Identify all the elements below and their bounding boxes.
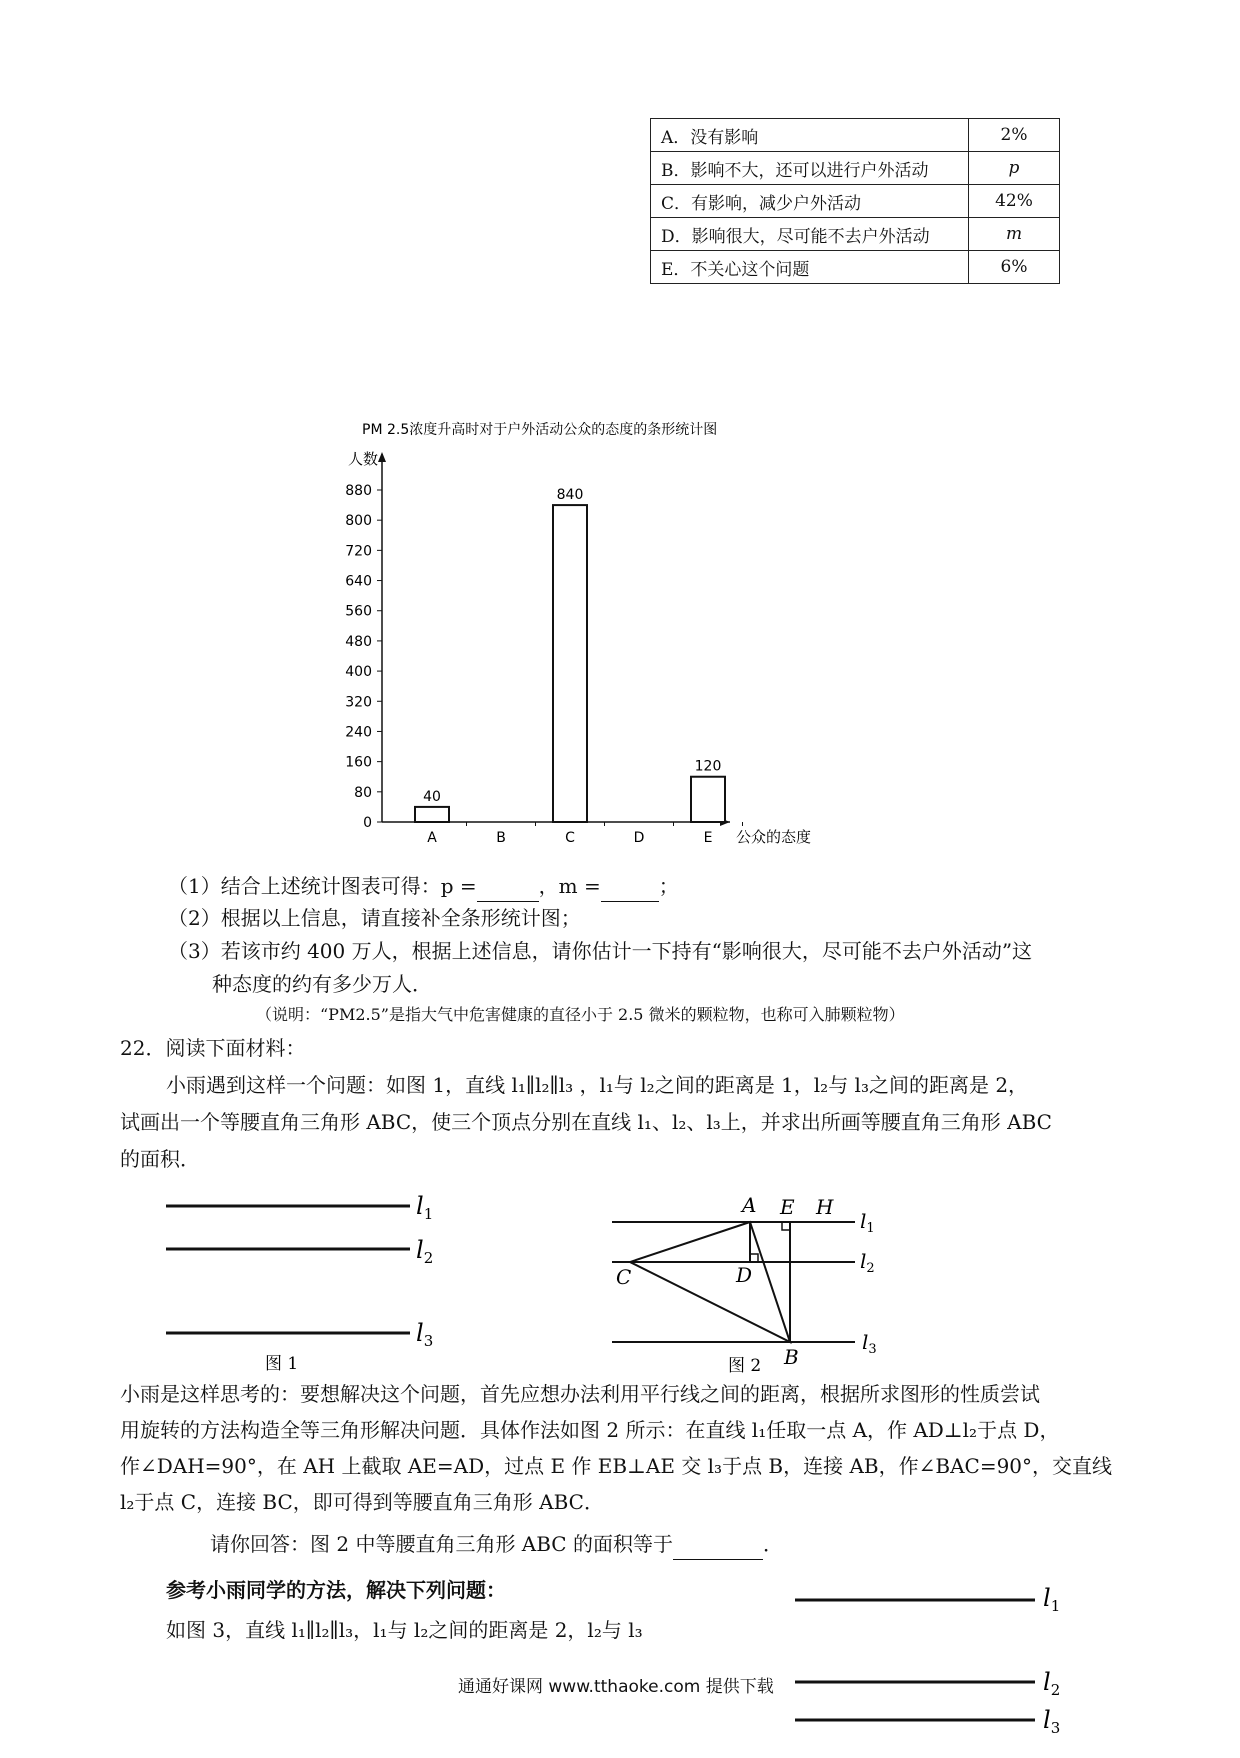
y-tick-label: 880 xyxy=(345,483,372,499)
figure-3-svg xyxy=(795,1570,1085,1754)
x-tick-label: B xyxy=(496,830,506,846)
table-cell-label: A．没有影响 xyxy=(651,119,969,152)
table-cell-label: C．有影响，减少户外活动 xyxy=(651,185,969,218)
fig2-label-l1: $l_1$ xyxy=(860,1209,875,1236)
problem-22-p2-line3: 作∠DAH=90°，在 AH 上截取 AE=AD，过点 E 作 EB⊥AE 交 l₃于点 B，连接 AB，作∠BAC=90°，交直线 xyxy=(120,1454,1113,1478)
table-row xyxy=(651,119,1060,152)
fig2-right-angle-d xyxy=(750,1254,758,1262)
question-3-line2: 种态度的约有多少万人． xyxy=(212,972,432,996)
table-cell-value: 42% xyxy=(969,185,1060,218)
table-cell-label: D．影响很大，尽可能不去户外活动 xyxy=(651,218,969,251)
y-tick-label: 480 xyxy=(345,633,372,650)
table-cell-value: p xyxy=(969,152,1060,185)
method-heading: 参考小雨同学的方法，解决下列问题： xyxy=(166,1578,506,1602)
chart-title: PM 2.5浓度升高时对于户外活动公众的态度的条形统计图 xyxy=(362,422,718,438)
y-tick-label: 560 xyxy=(345,603,372,620)
fig2-point-b: B xyxy=(784,1345,799,1369)
survey-table xyxy=(650,118,1060,284)
problem-22-heading: 22．阅读下面材料： xyxy=(120,1036,306,1060)
table-row xyxy=(651,251,1060,284)
y-tick-label: 80 xyxy=(354,784,372,801)
fig3-label-l2: $l_2$ xyxy=(1043,1668,1061,1699)
y-tick-label: 720 xyxy=(345,543,372,560)
figure-2 xyxy=(600,1186,900,1380)
answer-prompt xyxy=(210,1528,783,1560)
x-tick-label: E xyxy=(703,830,713,846)
bar xyxy=(415,807,449,822)
bar-data-label: 840 xyxy=(556,487,584,504)
q1-text-a: （1）结合上述统计图表可得：p = xyxy=(168,874,477,898)
figure-2-svg xyxy=(600,1186,900,1376)
y-tick-label: 240 xyxy=(345,724,372,741)
question-1 xyxy=(168,870,679,902)
answer-prompt-end: ． xyxy=(762,1532,783,1556)
table-cell-label: E．不关心这个问题 xyxy=(651,251,969,284)
y-axis-arrow xyxy=(378,452,386,462)
q1-text-b: ，m = xyxy=(538,874,601,898)
fig1-label-l2: $l_2$ xyxy=(416,1236,434,1267)
answer-prompt-text: 请你回答：图 2 中等腰直角三角形 ABC 的面积等于 xyxy=(210,1532,673,1556)
table-row xyxy=(651,218,1060,251)
problem-22-p1-line3: 的面积． xyxy=(120,1147,200,1171)
fig2-point-e: E xyxy=(780,1195,795,1219)
bar-data-label: 40 xyxy=(423,788,441,805)
x-tick-label: C xyxy=(565,830,575,846)
y-tick-label: 800 xyxy=(345,513,372,530)
problem-22-p1-line1: 小雨遇到这样一个问题：如图 1，直线 l₁∥l₂∥l₃ ，l₁与 l₂之间的距离是 1，l₂与 l₃之间的距离是 2， xyxy=(166,1073,1029,1097)
table-cell-label: B．影响不大，还可以进行户外活动 xyxy=(651,152,969,185)
bar xyxy=(691,777,725,822)
x-axis-label: 公众的态度 xyxy=(736,828,812,846)
y-tick-label: 400 xyxy=(345,664,372,681)
pm25-note: （说明：“PM2.5”是指大气中危害健康的直径小于 2.5 微米的颗粒物，也称可入肺颗粒物） xyxy=(256,1005,905,1024)
y-tick-label: 160 xyxy=(345,754,372,771)
y-tick-label: 0 xyxy=(363,815,372,831)
footer-credit: 通通好课网 www.tthaoke.com 提供下载 xyxy=(458,1677,774,1697)
figure-3 xyxy=(795,1570,1085,1758)
q1-text-c: ； xyxy=(658,874,679,898)
problem-22-p2-line2: 用旋转的方法构造全等三角形解决问题．具体作法如图 2 所示：在直线 l₁任取一点 A，作 AD⊥l₂于点 D， xyxy=(120,1418,1060,1442)
problem-22-p2-line1: 小雨是这样思考的：要想解决这个问题，首先应想办法利用平行线之间的距离，根据所求图形的性质尝试 xyxy=(120,1382,1040,1406)
y-axis-label: 人数 xyxy=(348,450,379,468)
table-cell-value: 6% xyxy=(969,251,1060,284)
y-tick-label: 320 xyxy=(345,694,372,711)
question-2: （2）根据以上信息，请直接补全条形统计图； xyxy=(168,906,581,930)
fig2-caption: 图 2 xyxy=(728,1356,762,1376)
fig2-label-l3: $l_3$ xyxy=(862,1330,877,1357)
fig3-label-l3: $l_3$ xyxy=(1043,1706,1061,1737)
fig3-label-l1: $l_1$ xyxy=(1043,1584,1061,1615)
fig1-caption: 图 1 xyxy=(265,1354,299,1374)
x-tick-label: D xyxy=(633,830,645,846)
fig2-label-l2: $l_2$ xyxy=(860,1249,875,1276)
figure-3-text: 如图 3，直线 l₁∥l₂∥l₃，l₁与 l₂之间的距离是 2，l₂与 l₃ xyxy=(166,1618,643,1642)
bar-data-label: 120 xyxy=(694,758,722,775)
question-3-line1: （3）若该市约 400 万人，根据上述信息，请你估计一下持有“影响很大，尽可能不去户外活动”这 xyxy=(168,939,1033,963)
fig2-point-d: D xyxy=(736,1263,753,1287)
table-cell-value: m xyxy=(969,218,1060,251)
area-answer-blank xyxy=(673,1537,763,1560)
fig2-triangle-abc xyxy=(630,1222,790,1342)
fig2-point-c: C xyxy=(616,1265,632,1289)
problem-22-p1-line2: 试画出一个等腰直角三角形 ABC，使三个顶点分别在直线 l₁、l₂、l₃上，并求出所画等腰直角三角形 ABC xyxy=(120,1110,1052,1134)
bar xyxy=(553,505,587,822)
problem-22-p2-line4: l₂于点 C，连接 BC，即可得到等腰直角三角形 ABC． xyxy=(120,1490,604,1514)
p-answer-blank xyxy=(477,879,539,902)
x-tick-label: A xyxy=(427,830,437,846)
fig1-label-l1: $l_1$ xyxy=(416,1192,434,1223)
figure-1-svg xyxy=(160,1186,450,1376)
bar-chart xyxy=(330,412,850,856)
table-row xyxy=(651,185,1060,218)
table-row xyxy=(651,152,1060,185)
fig2-point-a: A xyxy=(742,1193,757,1217)
fig2-right-angle-e xyxy=(782,1222,790,1230)
figure-1 xyxy=(160,1186,450,1380)
fig2-point-h: H xyxy=(816,1195,834,1219)
fig1-label-l3: $l_3$ xyxy=(416,1319,434,1350)
y-tick-label: 640 xyxy=(345,573,372,590)
bar-chart-svg xyxy=(330,412,850,852)
m-answer-blank xyxy=(601,879,659,902)
table-cell-value: 2% xyxy=(969,119,1060,152)
